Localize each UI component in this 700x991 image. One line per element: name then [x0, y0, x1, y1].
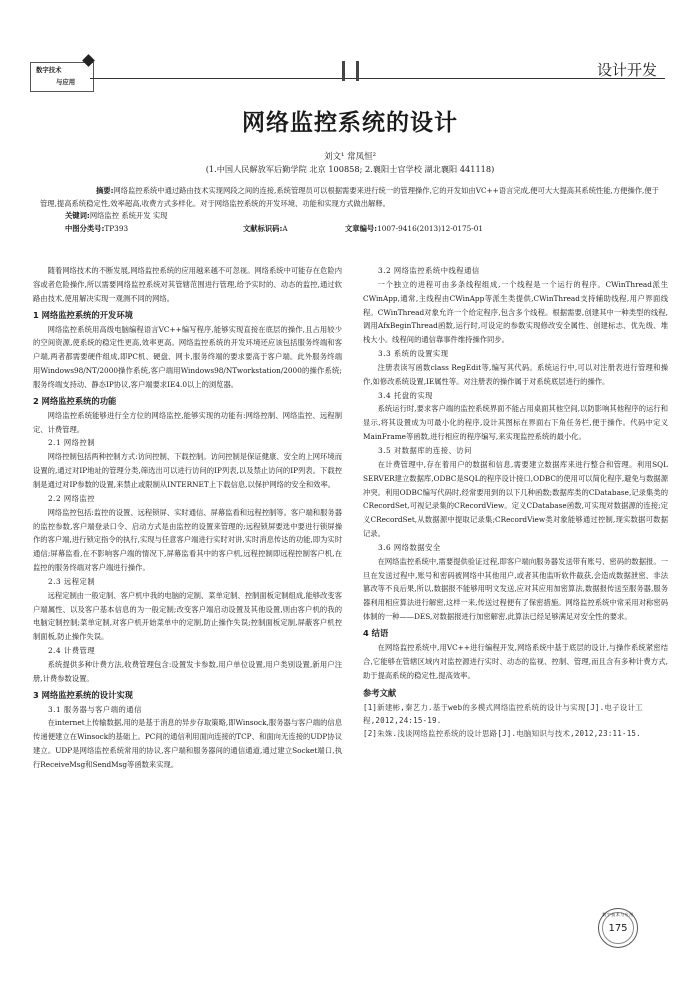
section-heading: 2 网络监控系统的功能: [33, 395, 117, 406]
subsection-heading: 3.6 网络数据安全: [378, 542, 441, 552]
paragraph: 在internet上传输数据,用的是基于消息的异步存取策略,即Winsock,服务器与客户端的信息传递便建立在Winsock的基础上。PC间的通信利用面向连接的TCP、和面向无连接的UDP协议建立。UDP是网络监控系统常用的协议,客户端和服务器间的通信通道,通过建立Socket端口,执行ReceiveMsg和SendMsg等函数来实现。: [33, 718, 342, 769]
clc-value: TP393: [104, 224, 129, 233]
header-bars: [342, 61, 362, 81]
clc-label: 中图分类号:: [65, 224, 105, 233]
abstract: [40, 184, 662, 210]
article-title: 网络监控系统的设计: [242, 109, 458, 136]
paragraph: 在网络监控系统中,需要提供验证过程,即客户端向服务器发送带有账号、密码的数据报。一旦在发送过程中,账号和密码被网络中其他用户,或者其他监听软件截获,会造成数据泄密、非法篡改等不良后果,所以,数据报不能够用明文发送,应对其应用加密算法,数据报传送至服务器,服务器利用相应算法进行解密,这样一来,传送过程便有了保密措施。网络监控系统中常采用对称密码体制的一种——DES,对数据报进行加密解密,此算法已经足够满足对安全性的要求。: [363, 556, 668, 622]
subsection-heading: 2.4 计费管理: [48, 646, 96, 656]
abstract-label: 摘要:: [96, 186, 114, 195]
subsection-heading: 3.3 系统的设置实现: [378, 349, 449, 359]
keywords: [65, 211, 167, 221]
paragraph: 远程定制由一般定制、客户机中我的电脑的定制、菜单定制、控制面板定制组成,能够改变客户端属性、以及客户基本信息的为一般定制;改变客户端启动设置及其他设置,则由客户机的我的电脑定制控制;菜单定制,对客户机开始菜单中的定制,防止操作失误;控制面板定制,屏蔽客户机控制面板,防止操作失误。: [33, 590, 342, 642]
abstract-text: 网络监控系统中通过路由技术实现网段之间的连接,系统管理员可以根据需要来进行统一的管理操作,它的开发如由VC++语言完成,便可大大提高其系统性能,方便操作,便于管理,提高系统稳定性,效率超高,收费方式多样化。对于网络监控系统的开发环境、功能和实现方式做出解释。: [40, 186, 659, 208]
section-label: 设计开发: [596, 61, 657, 79]
article-no-value: 1007-9416(2013)12-0175-01: [377, 224, 484, 233]
intro-paragraph: 随着网络技术的不断发展,网络监控系统的应用越来越不可忽视。网络系统中可能存在危险内容或者危险操作,所以需要网络监控系统对其管辖范围进行管理,给予实时的、动态的监控,通过软路由技术,使用解决实现一观测不同的网络。: [33, 266, 342, 303]
paragraph: 网络监控包括:监控的设置、远程锁屏、实时通信、屏幕监看和远程控制等。客户端和服务器的监控参数,客户端登录口令、启动方式是由监控的设置来管理的;远程锁屏要选中要进行锁屏操作的客户端,进行锁定指令的执行,实现与任意客户端进行实时对讲,实时消息传达的功能,即为实时通信;屏幕监看,在不影响客户端的情况下,屏幕监看其中的客户机,远程控制即远程控制客户机,在监控的服务终端对客户端进行操作。: [33, 507, 342, 573]
right-column: [363, 264, 668, 740]
journal-badge-line2: 与应用: [56, 78, 76, 86]
page-stamp: [598, 908, 638, 948]
header-rule: [90, 78, 665, 79]
page-number: 175: [608, 923, 628, 934]
paragraph: 一个独立的进程可由多条线程组成,一个线程是一个运行的程序。CWinThread派生CWinApp,通常,主线程由CWinApp等派生类提供,CWinThread支持辅助线程,用户界面线程。CWinThread对象允许一个给定程序,包含多个线程。根据需要,创建其中一种类型的线程,调用AfxBeginThread函数,运行时,可设定的参数实现修改安全属性、创建标志、优先级、堆栈大小。线程间的通信靠事件维持操作同步。: [363, 279, 668, 345]
subsection-heading: 2.2 网络监控: [48, 493, 96, 503]
subsection-heading: 3.1 服务器与客户端的通信: [48, 704, 142, 714]
paragraph: 在网络监控系统中,用VC++进行编程开发,网络系统中基于底层的设计,与操作系统紧密结合,它能够在管辖区域内对监控源进行实时、动态的监视、控制、管理,而且含有多种计费方式,助于提高系统的稳定性,提高效率。: [363, 642, 668, 680]
section-heading: 3 网络监控系统的设计实现: [33, 689, 133, 700]
keywords-text: 网络监控 系统开发 实现: [89, 211, 168, 220]
affiliations: (1.中国人民解放军后勤学院 北京 100858; 2.襄阳士官学校 湖北襄阳 441118): [205, 164, 495, 174]
doc-code-value: A: [282, 224, 288, 233]
paragraph: 系统运行时,要求客户端的监控系统界面不能占用桌面其他空间,以防影响其他程序的运行和显示,将其设置成为可最小化的程序,设计其图标在界面右下角任务栏,便于操作。代码中定义MainFrame等函数,进行相应的程序编写,来实现监控系统的最小化。: [363, 404, 668, 442]
subsection-heading: 2.1 网络控制: [48, 438, 96, 448]
subsection-heading: 3.5 对数据库的连接、访问: [378, 445, 472, 455]
paragraph: 系统提供多种计费方法,收费管理包含:设置发卡参数,用户单位设置,用户类别设置,新用户注册,计费参数设置。: [33, 659, 342, 683]
paragraph: 在计费管理中,存在着用户的数据和信息,需要建立数据库来进行整合和管理。利用SQL SERVER建立数据库,ODBC是SQL的程序设计接口,ODBC的使用可以简化程序,避免与数据源冲突。利用ODBC编写代码时,经常要用到的以下几种函数;数据库类的CDatabase,记录集类的CRecordSet,可视记录集的CRecordView。定义CDatabase函数,可实现对数据源的连接;定义CRecordSet,从数据源中提取记录集;CRecordView类对象能够通过控制,现实数据可数据记录。: [363, 459, 668, 539]
paragraph: 注册表读写函数class RegEdit等,编写其代码。系统运行中,可以对注册表进行管理和操作,如修改系统设置,IE属性等。对注册表的操作属于对系统底层进行的操作。: [363, 362, 668, 386]
left-column: [33, 264, 342, 772]
doc-code-label: 文献标识码:: [243, 224, 283, 233]
reference-item: [1]新建彬,秦艺力.基于web的多模式网络监控系统的设计与实现[J].电子设计工程,2012,24:15-19.: [363, 703, 643, 726]
journal-badge-line1: 数字技术: [36, 66, 62, 74]
subsection-heading: 3.4 托盘的实现: [378, 390, 433, 400]
references-heading: 参考文献: [363, 688, 397, 699]
paragraph: 网络监控系统用高级电脑编程语言VC++编写程序,能够实现直接在底层的操作,且占用较少的空间资源,使系统的稳定性更高,效率更高。网络监控系统的开发环境还应该包括服务终端和客户端,两者都需要硬件组成,即PC机、硬盘、网卡,服务终端的要求要高于客户端。此外服务终端用Windows98/NT/2000操作系统,客户端用Windows98/NTworkstation/2000的操作系统;服务终端支持动、静态IP协议,客户端要求IE4.0以上的浏览器。: [33, 324, 342, 389]
subsection-heading: 2.3 远程定制: [48, 576, 96, 586]
article-no-label: 文章编号:: [345, 224, 378, 233]
paragraph: 网络监控系统能够进行全方位的网络监控,能够实现的功能有:网络控制、网络监控、远程制定、计费管理。: [33, 410, 342, 434]
stamp-text: 数字技术与应用: [602, 912, 634, 917]
paragraph: 网络控制包括两种控制方式:访问控制、下载控制。访问控制是保证健康、安全的上网环境而设置的,通过对IP地址的管理分类,筛选出可以进行访问的IP列表,以及禁止访问的IP列表。下载控制是通过对IP参数的设置,来禁止或限制从INTERNET上下载信息,以保护网络的安全和效率。: [33, 452, 342, 489]
reference-item: [2]朱姝.浅谈网络监控系统的设计思路[J].电脑知识与技术,2012,23:11-15.: [363, 729, 641, 739]
subsection-heading: 3.2 网络监控系统中线程通信: [378, 266, 480, 275]
journal-badge: [30, 52, 114, 92]
references: [363, 687, 668, 740]
section-heading: 4 结语: [363, 627, 389, 638]
authors: 刘文¹ 常凤恒²: [323, 152, 377, 162]
keywords-label: 关键词:: [65, 211, 90, 220]
section-heading: 1 网络监控系统的开发环境: [33, 309, 133, 320]
